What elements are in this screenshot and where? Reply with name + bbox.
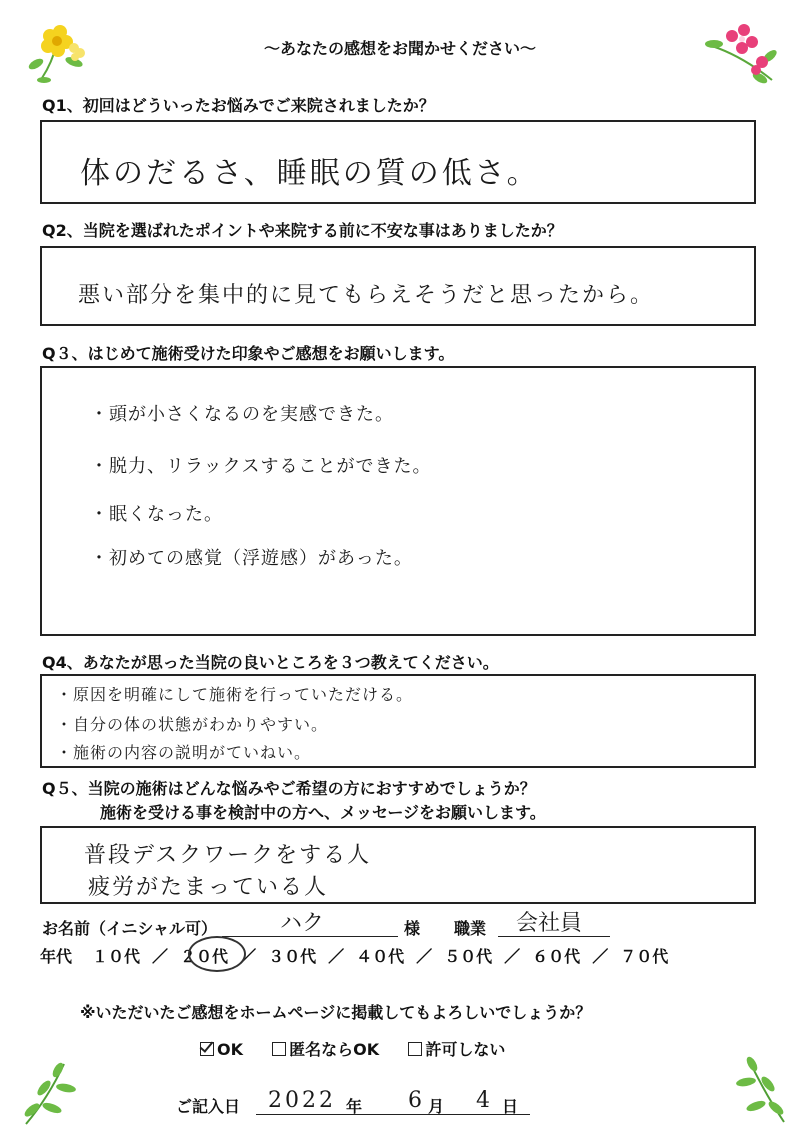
age-separator: ／ xyxy=(504,947,521,966)
checkbox-deny[interactable] xyxy=(408,1042,422,1056)
consent-option-ok: OK xyxy=(217,1040,243,1059)
name-label: お名前（イニシャル可） xyxy=(42,919,218,938)
age-option: ４０代 xyxy=(356,947,405,966)
q3-answer-line: ・初めての感覚（浮遊感）があった。 xyxy=(90,548,413,569)
q5-question: Q５、当院の施術はどんな悩みやご希望の方におすすめでしょうか？ xyxy=(42,779,536,798)
form-title: ～あなたの感想をお聞かせください～ xyxy=(263,39,536,58)
age-option: ５０代 xyxy=(444,947,493,966)
date-underline xyxy=(256,1114,530,1115)
q3-question: Q３、はじめて施術受けた印象やご感想をお願いします。 xyxy=(42,344,455,363)
sama-label: 様 xyxy=(404,919,421,938)
age-option: １０代 xyxy=(92,947,141,966)
date-year-label: 年 xyxy=(346,1097,363,1116)
q4-answer-line: ・自分の体の状態がわかりやすい。 xyxy=(56,715,329,734)
consent-options xyxy=(200,1037,505,1060)
age-option: ６０代 xyxy=(532,947,581,966)
checkbox-ok[interactable] xyxy=(200,1042,214,1056)
q3-answer-line: ・眠くなった。 xyxy=(90,504,223,525)
age-separator: ／ xyxy=(240,947,257,966)
leaf-sprig-icon xyxy=(18,1058,92,1128)
date-month: 6 xyxy=(408,1088,422,1113)
date-month-label: 月 xyxy=(428,1097,445,1116)
age-separator: ／ xyxy=(416,947,433,966)
q1-question: Q1、初回はどういったお悩みでご来院されましたか？ xyxy=(42,96,435,115)
q4-question: Q4、あなたが思った当院の良いところを３つ教えてください。 xyxy=(42,653,499,672)
name-value: ハク xyxy=(280,911,325,936)
age-row xyxy=(40,944,770,967)
date-year: 2022 xyxy=(268,1088,336,1113)
q3-answer-line: ・頭が小さくなるのを実感できた。 xyxy=(90,404,394,425)
q5-answer-line: 普段デスクワークをする人 xyxy=(84,843,372,868)
age-separator: ／ xyxy=(152,947,169,966)
age-option-selected: ２０代 xyxy=(180,947,229,966)
date-day-label: 日 xyxy=(502,1097,519,1116)
checkbox-anonymous[interactable] xyxy=(272,1042,286,1056)
consent-option-deny: 許可しない xyxy=(425,1040,506,1059)
q2-answer: 悪い部分を集中的に見てもらえそうだと思ったから。 xyxy=(78,283,655,308)
date-day: 4 xyxy=(476,1088,490,1113)
q2-question: Q2、当院を選ばれたポイントや来院する前に不安な事はありましたか？ xyxy=(42,221,563,240)
consent-question: ※いただいたご感想をホームページに掲載してもよろしいでしょうか？ xyxy=(80,1003,592,1022)
job-value: 会社員 xyxy=(516,911,583,936)
age-option: ３０代 xyxy=(268,947,317,966)
age-label: 年代 xyxy=(40,947,73,966)
age-selection-circle xyxy=(188,936,246,972)
age-option: ７０代 xyxy=(620,947,669,966)
q4-answer-line: ・施術の内容の説明がていねい。 xyxy=(56,743,312,762)
q5-answer-line: 疲労がたまっている人 xyxy=(88,875,329,900)
age-separator: ／ xyxy=(592,947,609,966)
consent-option-anonymous: 匿名ならOK xyxy=(289,1040,380,1059)
leaf-sprig-icon xyxy=(718,1052,792,1126)
q3-answer-line: ・脱力、リラックスすることができた。 xyxy=(90,456,432,477)
age-separator: ／ xyxy=(328,947,345,966)
date-label: ご記入日 xyxy=(176,1097,241,1116)
job-label: 職業 xyxy=(454,919,487,938)
q4-answer-line: ・原因を明確にして施術を行っていただける。 xyxy=(56,685,414,704)
q1-answer: 体のだるさ、睡眠の質の低さ。 xyxy=(80,156,540,191)
q5-question-sub: 施術を受ける事を検討中の方へ、メッセージをお願いします。 xyxy=(100,803,546,822)
